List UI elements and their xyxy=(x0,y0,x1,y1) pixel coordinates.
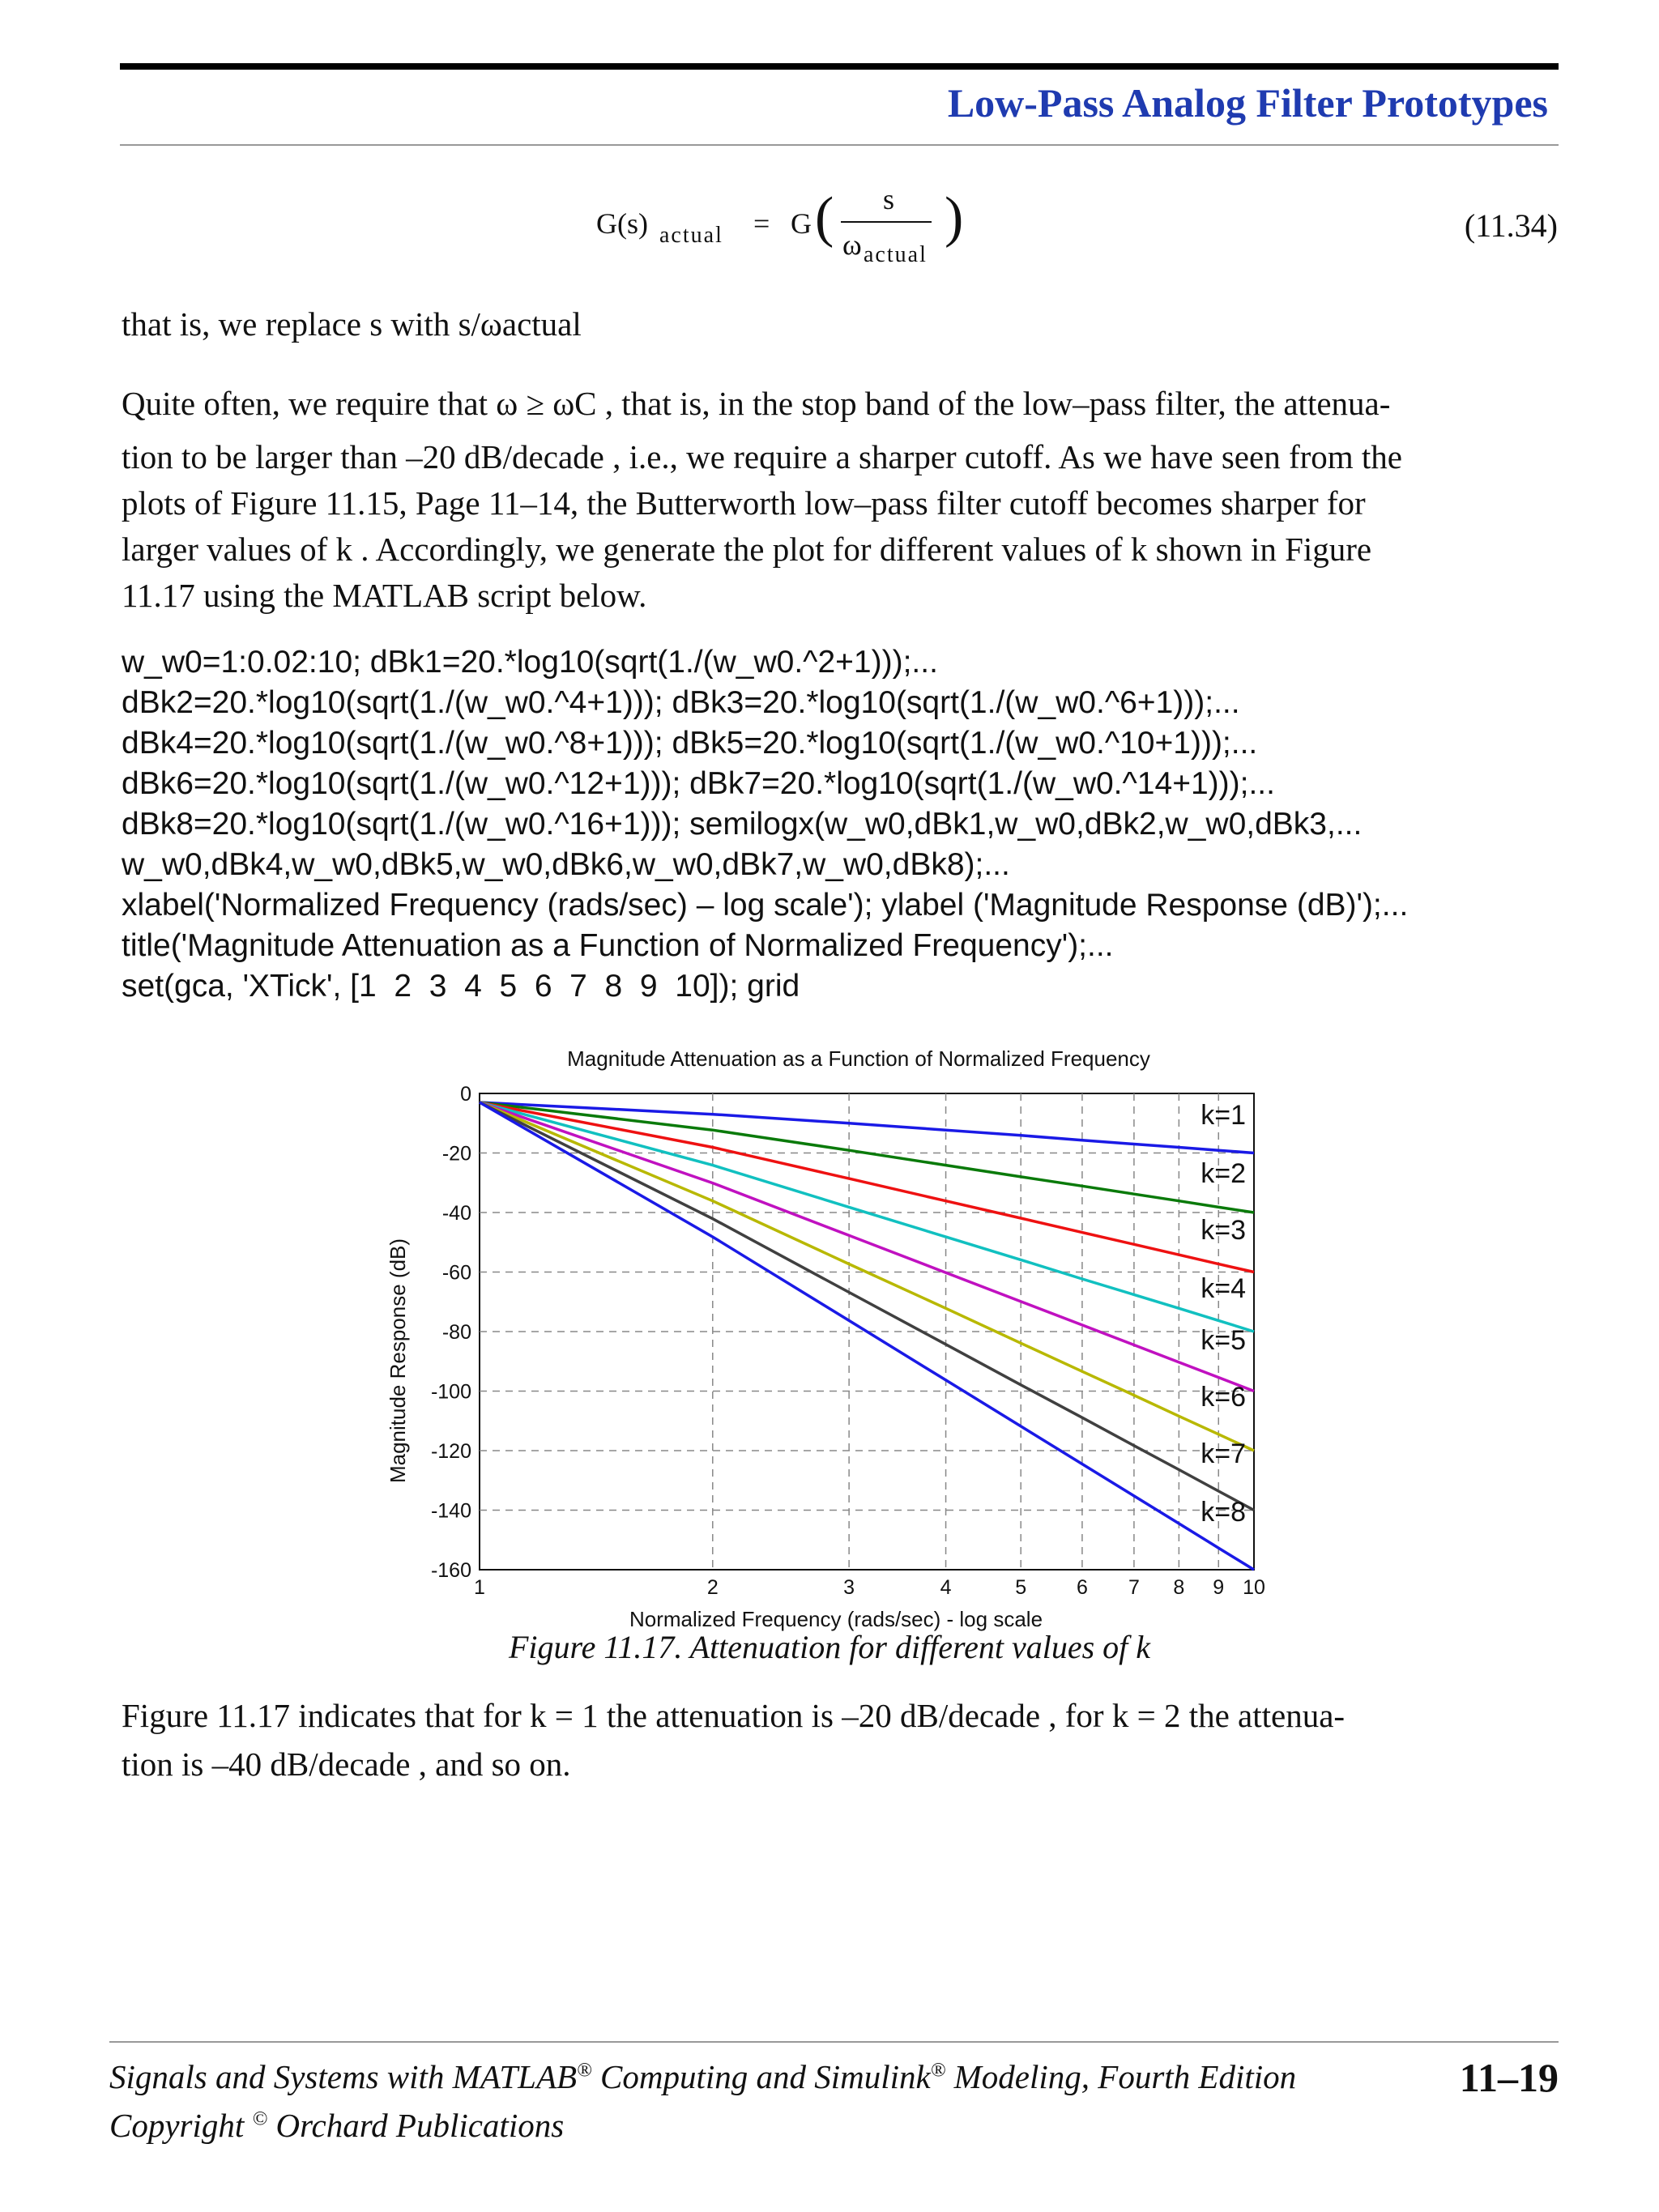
y-tick-label: -60 xyxy=(441,1261,471,1285)
series-label-k7: k=7 xyxy=(1201,1438,1246,1469)
x-tick-label: 1 xyxy=(474,1576,485,1599)
eq-left-paren: ( xyxy=(815,186,834,249)
footer-book-part: Computing and Simulink xyxy=(591,2058,931,2095)
paragraph-line: Quite often, we require that ω ≥ ωC , that is, in the stop band of the low–pass filter, the attenua- xyxy=(122,385,1391,422)
y-tick-label: -120 xyxy=(430,1440,471,1463)
code-line: dBk4=20.*log10(sqrt(1./(w_w0.^8+1))); dBk5=20.*log10(sqrt(1./(w_w0.^10+1)));... xyxy=(122,726,1258,761)
series-label-k1: k=1 xyxy=(1201,1100,1246,1131)
y-tick-label: -80 xyxy=(441,1321,471,1344)
attenuation-chart xyxy=(373,1037,1280,1636)
eq-lhs: G(s) xyxy=(596,207,648,240)
code-line: w_w0,dBk4,w_w0,dBk5,w_w0,dBk6,w_w0,dBk7,w_w0,dBk8);... xyxy=(122,847,1010,882)
figure-caption: Figure 11.17. Attenuation for different values of k xyxy=(508,1629,1151,1665)
y-tick-label: 0 xyxy=(460,1083,471,1106)
footer-book-part: Signals and Systems with MATLAB xyxy=(109,2058,578,2095)
running-title: Low-Pass Analog Filter Prototypes xyxy=(947,80,1548,126)
x-tick-label: 7 xyxy=(1128,1576,1140,1599)
chart-title: Magnitude Attenuation as a Function of Normalized Frequency xyxy=(567,1046,1150,1071)
equation-11-34 xyxy=(0,182,1659,279)
copyright-symbol: © xyxy=(252,2108,268,2130)
series-label-k6: k=6 xyxy=(1201,1382,1246,1413)
code-line: set(gca, 'XTick', [1 2 3 4 5 6 7 8 9 10]); grid xyxy=(122,969,800,1004)
equation-number: (11.34) xyxy=(1464,207,1558,244)
series-label-k4: k=4 xyxy=(1201,1273,1246,1304)
paragraph-replace: that is, we replace s with s/ωactual xyxy=(122,305,582,343)
eq-lhs-sub: actual xyxy=(659,223,723,248)
paragraph-line: Figure 11.17 indicates that for k = 1 the attenuation is –20 dB/decade , for k = 2 the attenua- xyxy=(122,1697,1346,1734)
footer-book-title xyxy=(109,2057,1296,2096)
x-tick-label: 3 xyxy=(843,1576,855,1599)
y-tick-label: -20 xyxy=(441,1142,471,1166)
eq-denominator-sub: actual xyxy=(864,242,928,267)
series-label-k2: k=2 xyxy=(1201,1158,1246,1189)
registered-mark: ® xyxy=(577,2059,592,2082)
eq-func: G xyxy=(791,207,812,240)
code-line: dBk8=20.*log10(sqrt(1./(w_w0.^16+1))); semilogx(w_w0,dBk1,w_w0,dBk2,w_w0,dBk3,... xyxy=(122,807,1363,842)
code-line: dBk2=20.*log10(sqrt(1./(w_w0.^4+1))); dBk3=20.*log10(sqrt(1./(w_w0.^6+1)));... xyxy=(122,685,1240,720)
x-tick-label: 9 xyxy=(1213,1576,1225,1599)
top-rule xyxy=(120,63,1559,70)
x-tick-label: 10 xyxy=(1243,1576,1265,1599)
series-label-k8: k=8 xyxy=(1201,1497,1246,1528)
footer-rule xyxy=(109,2041,1559,2043)
copyright-word: Copyright xyxy=(109,2107,245,2144)
y-tick-label: -40 xyxy=(441,1202,471,1225)
x-tick-label: 2 xyxy=(706,1576,719,1599)
y-tick-label: -160 xyxy=(430,1559,471,1582)
code-line: dBk6=20.*log10(sqrt(1./(w_w0.^12+1))); dBk7=20.*log10(sqrt(1./(w_w0.^14+1)));... xyxy=(122,766,1275,801)
page-number: 11–19 xyxy=(1459,2055,1559,2100)
publisher: Orchard Publications xyxy=(267,2107,565,2144)
code-line: xlabel('Normalized Frequency (rads/sec) – log scale'); ylabel ('Magnitude Response (dB)');... xyxy=(122,888,1409,923)
x-tick-label: 6 xyxy=(1076,1576,1088,1599)
footer-book-part: Modeling, Fourth Edition xyxy=(945,2058,1297,2095)
chart-ylabel: Magnitude Response (dB) xyxy=(386,1238,410,1484)
code-line: w_w0=1:0.02:10; dBk1=20.*log10(sqrt(1./(w_w0.^2+1)));... xyxy=(122,645,938,680)
series-label-k5: k=5 xyxy=(1201,1325,1246,1356)
chart-xlabel: Normalized Frequency (rads/sec) - log scale xyxy=(629,1607,1043,1631)
eq-fraction-bar xyxy=(841,221,932,223)
y-tick-label: -100 xyxy=(430,1380,471,1404)
series-label-k3: k=3 xyxy=(1201,1215,1246,1246)
x-tick-label: 5 xyxy=(1015,1576,1027,1599)
eq-denominator: ω xyxy=(842,228,862,261)
code-line: title('Magnitude Attenuation as a Function of Normalized Frequency');... xyxy=(122,928,1114,963)
paragraph-line: tion is –40 dB/decade , and so on. xyxy=(122,1745,571,1783)
footer-copyright xyxy=(109,2106,564,2145)
x-tick-label: 4 xyxy=(940,1576,952,1599)
paragraph-line: tion to be larger than –20 dB/decade , i.e., we require a sharper cutoff. As we have seen from the xyxy=(122,438,1402,475)
paragraph-line: plots of Figure 11.15, Page 11–14, the Butterworth low–pass filter cutoff becomes sharper for xyxy=(122,484,1366,522)
plot-area xyxy=(431,1083,1265,1599)
eq-numerator: s xyxy=(883,183,895,215)
eq-equals: = xyxy=(753,207,770,240)
header-rule xyxy=(120,144,1559,146)
eq-right-paren: ) xyxy=(945,186,964,249)
paragraph-line: 11.17 using the MATLAB script below. xyxy=(122,577,647,614)
paragraph-line: larger values of k . Accordingly, we generate the plot for different values of k shown in Figure xyxy=(122,531,1372,568)
y-tick-label: -140 xyxy=(430,1499,471,1523)
x-tick-label: 8 xyxy=(1173,1576,1185,1599)
registered-mark: ® xyxy=(930,2059,946,2082)
